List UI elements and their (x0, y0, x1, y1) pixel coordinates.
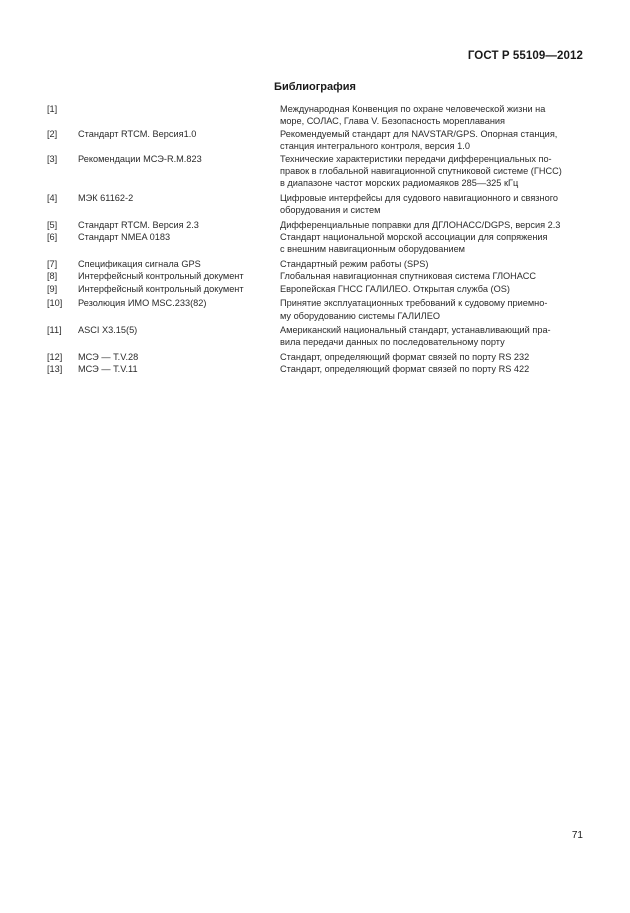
entry-number: [12] (47, 351, 63, 362)
entry-description (280, 283, 585, 295)
entry-description (280, 363, 585, 375)
entry-source: МЭК 61162-2 (78, 192, 134, 203)
entry-description (280, 270, 585, 282)
entry-number: [5] (47, 219, 58, 230)
entry-number: [2] (47, 128, 58, 139)
entry-number: [7] (47, 258, 58, 269)
bibliography-list (47, 103, 585, 376)
page-number: 71 (571, 830, 583, 841)
entry-description-line: Американский национальный стандарт, устанавливающий пра- (280, 324, 551, 335)
entry-description-line: Дифференциальные поправки для ДГЛОНАСС/DGPS, версия 2.3 (280, 219, 561, 230)
entry-description-line: Стандарт, определяющий формат связей по порту RS 232 (280, 351, 530, 362)
bibliography-entry (47, 270, 585, 282)
bibliography-entry (47, 192, 585, 217)
entry-description (280, 231, 585, 256)
entry-source: МСЭ — Т.V.11 (78, 364, 138, 375)
entry-description-line: море, СОЛАС, Глава V. Безопасность мореплавания (280, 116, 505, 127)
entry-description-line: Рекомендуемый стандарт для NAVSTAR/GPS. Опорная станция, (280, 128, 558, 139)
entry-number: [10] (47, 298, 63, 309)
entry-description (280, 258, 585, 270)
entry-description (280, 128, 585, 153)
entry-number: [11] (47, 324, 62, 335)
page-title: Библиография (274, 81, 356, 93)
entry-number: [6] (47, 232, 58, 243)
entry-description-line: му оборудованию системы ГАЛИЛЕО (280, 310, 440, 321)
entry-source: Спецификация сигнала GPS (78, 258, 201, 269)
entry-description (280, 351, 585, 363)
entry-description-line: Стандарт национальной морской ассоциации для сопряжения (280, 232, 548, 243)
bibliography-entry (47, 324, 585, 349)
entry-description-line: Стандарт, определяющий формат связей по порту RS 422 (280, 364, 530, 375)
entry-number: [4] (47, 192, 58, 203)
entry-number: [1] (47, 104, 58, 114)
standard-code: ГОСТ Р 55109—2012 (467, 50, 583, 62)
entry-description (280, 219, 585, 231)
entry-description-line: Глобальная навигационная спутниковая система ГЛОНАСС (280, 271, 536, 282)
entry-description-line: Международная Конвенция по охране человеческой жизни на (280, 104, 546, 114)
entry-number: [3] (47, 153, 58, 164)
entry-source: Стандарт NMEA 0183 (78, 232, 171, 243)
entry-source: Стандарт RTCM. Версия 2.3 (78, 219, 199, 230)
entry-source: ASCI X3.15(5) (78, 324, 138, 335)
entry-description-line: оборудования и систем (280, 205, 381, 216)
entry-source: МСЭ — Т.V.28 (78, 351, 139, 362)
entry-description-line: Технические характеристики передачи дифференциальных по- (280, 153, 552, 164)
entry-source (78, 103, 280, 128)
entry-description-line: правок в глобальной навигационной спутниковой системе (ГНСС) (280, 166, 562, 177)
bibliography-entry (47, 258, 585, 270)
entry-source: Рекомендации МСЭ-R.M.823 (78, 153, 202, 164)
entry-description (280, 103, 585, 128)
entry-description (280, 297, 585, 322)
entry-description (280, 324, 585, 349)
bibliography-entry (47, 283, 585, 295)
entry-description-line: Цифровые интерфейсы для судового навигационного и связного (280, 192, 558, 203)
entry-description-line: вила передачи данных по последовательному порту (280, 337, 505, 348)
bibliography-entry (47, 128, 585, 153)
entry-description-line: Принятие эксплуатационных требований к судовому приемно- (280, 298, 548, 309)
entry-source: Интерфейсный контрольный документ (78, 271, 244, 282)
entry-description-line: станция интегрального контроля, версия 1.0 (280, 141, 470, 152)
entry-description-line: Стандартный режим работы (SPS) (280, 258, 429, 269)
bibliography-entry (47, 231, 585, 256)
bibliography-entry (47, 363, 585, 375)
entry-number: [9] (47, 283, 58, 294)
entry-description (280, 192, 585, 217)
bibliography-entry (47, 153, 585, 190)
entry-description-line: с внешним навигационным оборудованием (280, 244, 466, 255)
entry-source: Интерфейсный контрольный документ (78, 283, 244, 294)
bibliography-entry (47, 219, 585, 231)
entry-description-line: в диапазоне частот морских радиомаяков 285—325 кГц (280, 178, 519, 189)
bibliography-entry (47, 103, 585, 128)
bibliography-entry (47, 351, 585, 363)
entry-description (280, 153, 585, 190)
entry-number: [13] (47, 364, 63, 375)
entry-number: [8] (47, 271, 58, 282)
bibliography-entry (47, 297, 585, 322)
entry-source: Резолюция ИМО MSC.233(82) (78, 298, 207, 309)
entry-source: Стандарт RTCM. Версия1.0 (78, 128, 197, 139)
entry-description-line: Европейская ГНСС ГАЛИЛЕО. Открытая служба (OS) (280, 283, 510, 294)
